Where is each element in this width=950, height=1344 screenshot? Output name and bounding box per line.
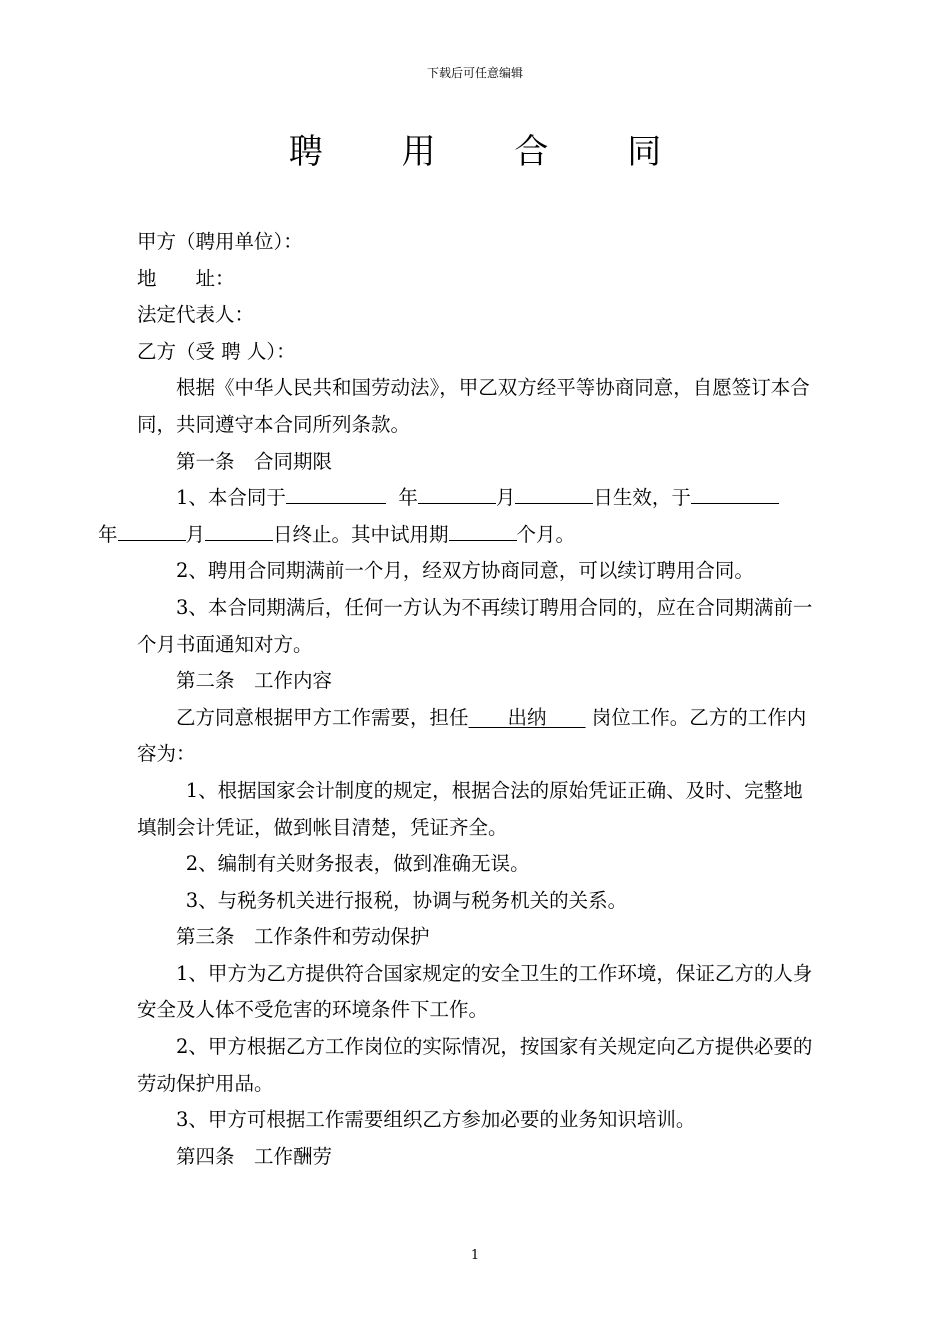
text-fragment: 1、本合同于 — [176, 486, 286, 510]
blank-start-day[interactable] — [515, 483, 593, 504]
text-fragment: 岗位工作。乙方的工作内容为： — [137, 705, 807, 766]
text-fragment: 月 — [495, 486, 516, 510]
page-header: 下载后可任意编辑 — [426, 66, 523, 80]
page-number: 1 — [470, 1248, 480, 1263]
document-title: 聘 用 合 同 — [288, 132, 696, 172]
article-2-item-1: 1、根据国家会计制度的规定，根据合法的原始凭证正确、及时、完整地填制会计凭证，做到帐目清楚，凭证齐全。 — [137, 778, 803, 839]
text-fragment: 年 — [398, 486, 418, 510]
article-2-item-2: 2、编制有关财务报表，做到准确无误。 — [185, 852, 530, 876]
blank-start-month[interactable] — [418, 483, 496, 504]
article-4-heading: 第四条 工作酬劳 — [176, 1144, 333, 1168]
article-2-heading: 第二条 工作内容 — [176, 669, 333, 693]
article-2-intro — [137, 700, 820, 773]
article-1-item-1 — [98, 480, 820, 553]
blank-end-year[interactable] — [691, 483, 779, 504]
article-2-item-3: 3、与税务机关进行报税，协调与税务机关的关系。 — [185, 888, 628, 912]
legal-rep-line: 法定代表人： — [137, 303, 255, 327]
blank-end-day[interactable] — [205, 519, 273, 540]
text-fragment: 日终止。其中试用期 — [273, 522, 449, 546]
text-fragment — [386, 486, 398, 509]
party-a-line: 甲方（聘用单位）： — [137, 230, 303, 253]
article-3-item-2: 2、甲方根据乙方工作岗位的实际情况，按国家有关规定向乙方提供必要的劳动保护用品。 — [137, 1035, 813, 1095]
text-fragment: 年 — [98, 522, 118, 546]
article-3-item-3: 3、甲方可根据工作需要组织乙方参加必要的业务知识培训。 — [176, 1108, 696, 1132]
text-fragment: 月 — [185, 522, 206, 546]
intro-paragraph: 根据《中华人民共和国劳动法》，甲乙双方经平等协商同意，自愿签订本合同，共同遵守本合同所列条款。 — [137, 376, 810, 436]
blank-start-year[interactable] — [286, 483, 386, 504]
article-1-heading: 第一条 合同期限 — [176, 449, 333, 473]
article-1-item-3: 3、本合同期满后，任何一方认为不再续订聘用合同的，应在合同期满前一个月书面通知对方。 — [137, 595, 813, 656]
contract-body — [98, 224, 820, 1175]
article-1-item-2: 2、聘用合同期满前一个月，经双方协商同意，可以续订聘用合同。 — [176, 559, 754, 583]
blank-end-month[interactable] — [118, 519, 186, 540]
party-b-line: 乙方（受 聘 人）： — [137, 339, 296, 363]
text-fragment: 日生效，于 — [593, 486, 691, 510]
position-field[interactable]: 出纳 — [468, 705, 586, 729]
text-fragment: 个月。 — [516, 522, 576, 546]
article-3-heading: 第三条 工作条件和劳动保护 — [176, 925, 430, 949]
article-3-item-1: 1、甲方为乙方提供符合国家规定的安全卫生的工作环境，保证乙方的人身安全及人体不受危害的环境条件下工作。 — [137, 961, 813, 1022]
text-fragment: 乙方同意根据甲方工作需要，担任 — [176, 705, 469, 729]
address-line: 地 址： — [137, 266, 235, 290]
blank-probation-months[interactable] — [449, 519, 517, 540]
